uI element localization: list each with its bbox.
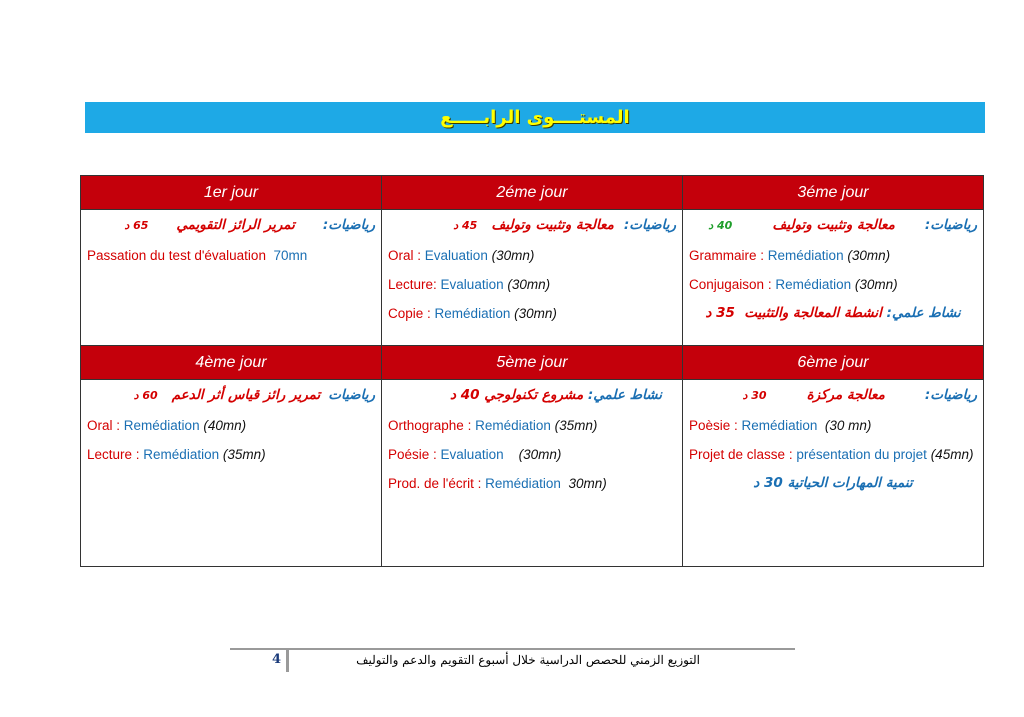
day3-ar-subject: رياضيات: <box>924 217 977 233</box>
day-header-3: 3éme jour <box>683 176 984 210</box>
day3-science-activity: نشاط علمي: انشطة المعالجة والتثبيت 35 د <box>705 305 961 321</box>
level-title: المستــــوى الرابـــــع <box>440 107 630 128</box>
day6-ar-subject: رياضيات: <box>924 387 977 403</box>
day5-ar-subject: نشاط علمي: <box>587 387 662 403</box>
day2-line-3: Copie : Remédiation (30mn) <box>388 306 557 321</box>
day6-life-skills: تنمية المهارات الحياتية 30 د <box>753 475 913 491</box>
day2-line-1: Oral : Evaluation (30mn) <box>388 248 535 263</box>
day4-line-1: Oral : Remédiation (40mn) <box>87 418 247 433</box>
page-number: 4 <box>272 652 282 667</box>
day3-line-2: Conjugaison : Remédiation (30mn) <box>689 277 898 292</box>
day1-arabic-row <box>87 213 375 237</box>
day3-ar-duration: 40 د <box>708 219 733 232</box>
day6-ar-title: معالجة مركزة <box>806 387 885 403</box>
day4-line-2: Lecture : Remédiation (35mn) <box>87 447 266 462</box>
day-header-4: 4ème jour <box>81 346 382 380</box>
day2-ar-title: معالجة وتثبيت وتوليف <box>491 217 614 233</box>
day5-line-2: Poésie : Evaluation (30mn) <box>388 447 562 462</box>
day3-arabic-row <box>689 213 977 237</box>
day-header-6: 6ème jour <box>683 346 984 380</box>
day2-line-2: Lecture: Evaluation (30mn) <box>388 277 551 292</box>
content-row-2 <box>81 380 984 567</box>
day4-arabic-row <box>87 383 375 407</box>
day3-line-1: Grammaire : Remédiation (30mn) <box>689 248 891 263</box>
day-cell-3 <box>683 210 984 346</box>
schedule-table <box>80 175 984 567</box>
day-cell-1 <box>81 210 382 346</box>
day5-line-1: Orthographe : Remédiation (35mn) <box>388 418 598 433</box>
day-cell-2 <box>382 210 683 346</box>
day-header-1: 1er jour <box>81 176 382 210</box>
day6-line-1: Poèsie : Remédiation (30 mn) <box>689 418 872 433</box>
footer-divider <box>230 648 795 650</box>
day3-ar-title: معالجة وتثبيت وتوليف <box>772 217 895 233</box>
day5-arabic-row <box>388 383 676 407</box>
day-cell-6 <box>683 380 984 567</box>
day-cell-5 <box>382 380 683 567</box>
day6-arabic-row <box>689 383 977 407</box>
day1-line-1: Passation du test d'évaluation 70mn <box>87 248 308 263</box>
day2-ar-subject: رياضيات: <box>623 217 676 233</box>
day4-ar-title: تمرير رائز قياس أثر الدعم <box>171 387 321 403</box>
day4-ar-subject: رياضيات <box>328 387 375 403</box>
footer-marker <box>286 650 289 672</box>
day6-line-2: Projet de classe : présentation du projet (45mn) <box>689 447 974 462</box>
day6-ar-duration: 30 د <box>742 389 767 402</box>
day5-ar-title: مشروع تكنولوجي 40 د <box>450 387 584 403</box>
day-header-2: 2éme jour <box>382 176 683 210</box>
day5-line-3: Prod. de l'écrit : Remédiation 30mn) <box>388 476 607 491</box>
footer-caption: التوزيع الزمني للحصص الدراسية خلال أسبوع التقويم والدعم والتوليف <box>356 653 700 667</box>
day1-ar-duration: 65 د <box>124 219 149 232</box>
day-cell-4 <box>81 380 382 567</box>
day2-ar-duration: 45 د <box>453 219 478 232</box>
day4-ar-duration: 60 د <box>133 389 158 402</box>
day1-ar-title: تمرير الرائز التقويمي <box>176 217 295 233</box>
day-header-5: 5ème jour <box>382 346 683 380</box>
day2-arabic-row <box>388 213 676 237</box>
content-row-1 <box>81 210 984 346</box>
header-row-2 <box>81 346 984 380</box>
day1-ar-subject: رياضيات: <box>322 217 375 233</box>
header-row-1 <box>81 176 984 210</box>
level-banner <box>85 102 985 133</box>
